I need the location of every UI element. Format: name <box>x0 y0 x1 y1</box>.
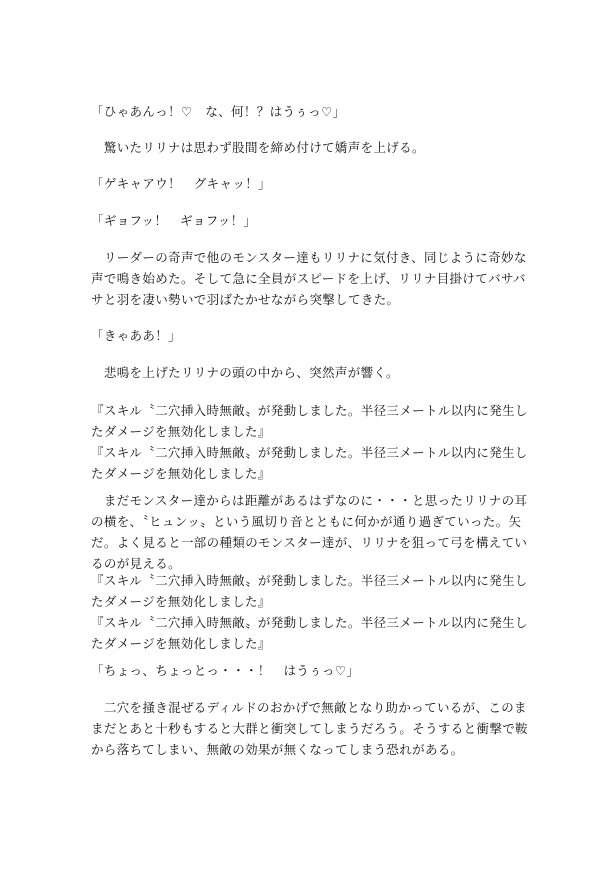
narration-paragraph: まだモンスター達からは距離があるはずなのに・・・と思ったリリナの耳の横を、〝ヒュンッ〟という風切り音とともに何かが通り過ぎていった。矢だ。よく見ると一部の種類のモンスター達が、リリナを狙って弓を構えているのが見える。 <box>91 493 528 571</box>
dialogue-paragraph: 「ひゃあんっ！♡ な、何！？はうぅっ♡」 <box>91 104 346 119</box>
system-message-paragraph: 『スキル〝二穴挿入時無敵〟が発動しました。半径三メートル以内に発生したダメージを無効化しました』 『スキル〝二穴挿入時無敵〟が発動しました。半径三メートル以内に発生したダメージを無効化しました』 <box>91 403 528 481</box>
narration-paragraph: 二穴を掻き混ぜるディルドのおかげで無敵となり助かっているが、このままだとあと十秒もすると大群と衝突してしまうだろう。そうすると衝撃で鞍から落ちてしまい、無敵の効果が無くなってしまう恐れがある。 <box>91 700 528 757</box>
dialogue-paragraph: 「ゲキャアウ！ グキャッ！」 <box>91 176 271 191</box>
dialogue-paragraph: 「きゃああ！」 <box>91 328 181 343</box>
narration-paragraph: 驚いたリリナは思わず股間を締め付けて嬌声を上げる。 <box>91 140 425 155</box>
system-message-paragraph: 『スキル〝二穴挿入時無敵〟が発動しました。半径三メートル以内に発生したダメージを無効化しました』 『スキル〝二穴挿入時無敵〟が発動しました。半径三メートル以内に発生したダメージを無効化しました』 <box>91 573 528 651</box>
narration-paragraph: 悲鳴を上げたリリナの頭の中から、突然声が響く。 <box>91 365 399 380</box>
dialogue-paragraph: 「ちょっ、ちょっとっ・・・！ はうぅっ♡」 <box>91 663 360 678</box>
dialogue-paragraph: 「ギョフッ！ ギョフッ！」 <box>91 213 257 228</box>
narration-paragraph: リーダーの奇声で他のモンスター達もリリナに気付き、同じように奇妙な声で鳴き始めた。そして急に全員がスピードを上げ、リリナ目掛けてバサバサと羽を凄い勢いで羽ばたかせながら突撃してきた。 <box>91 250 527 307</box>
